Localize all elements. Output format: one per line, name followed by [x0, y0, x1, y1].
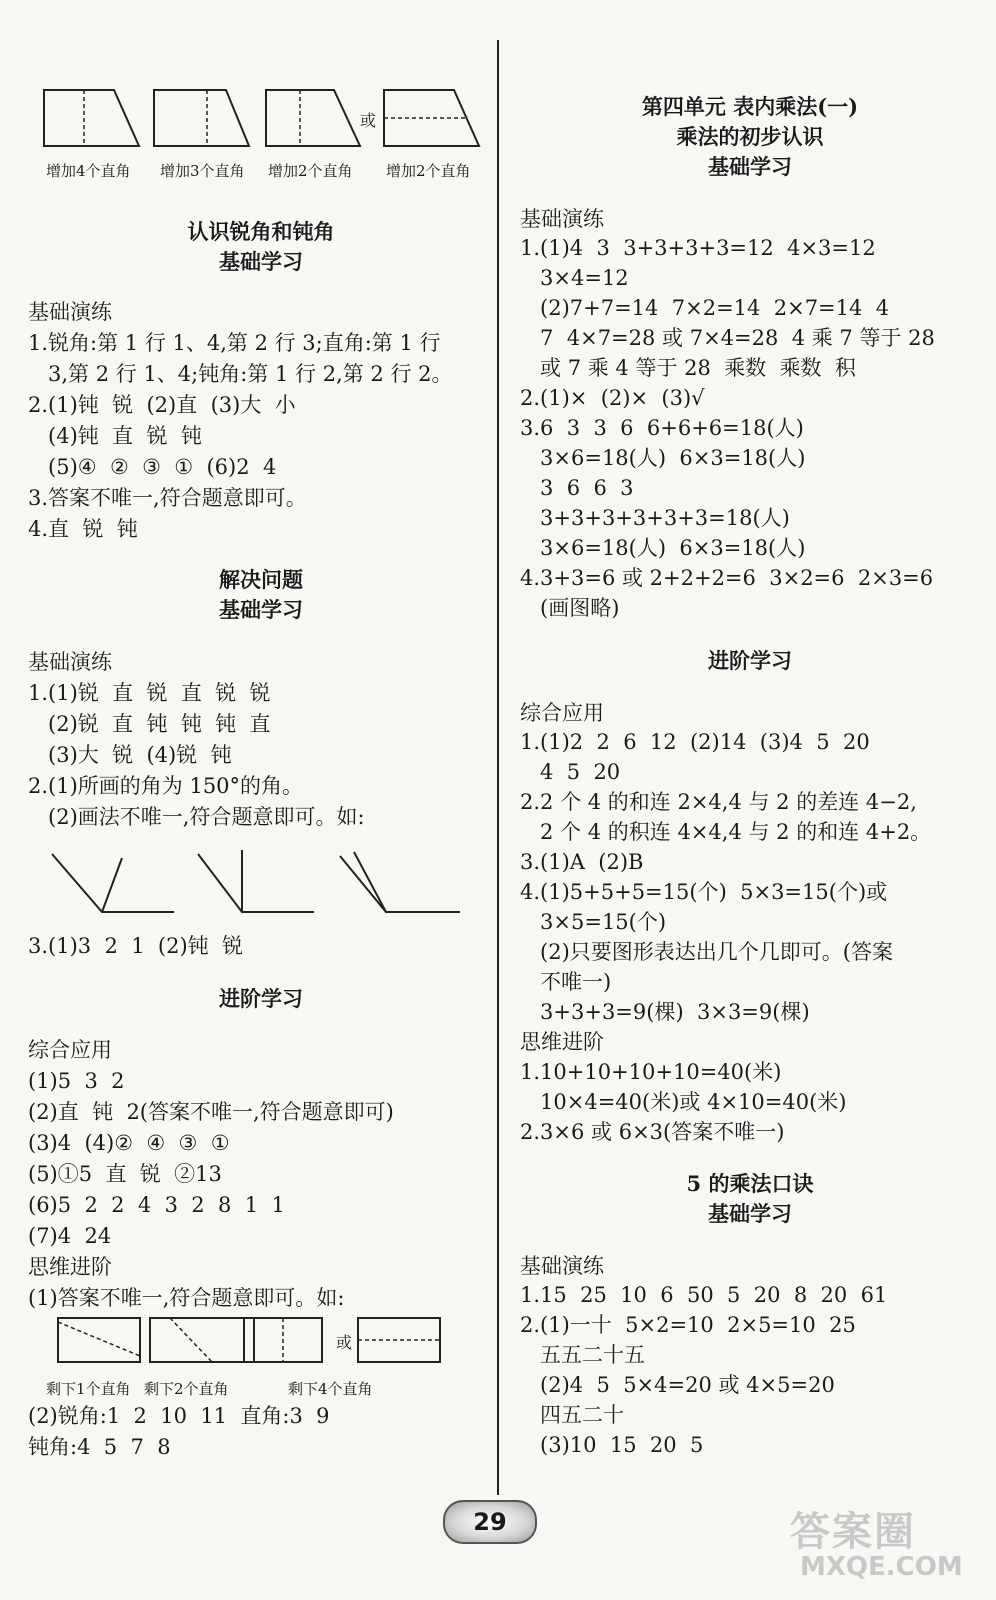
answer-line: 10×4=40(米)或 4×10=40(米) [520, 1090, 847, 1114]
rectangle-figure-3 [242, 1316, 324, 1364]
answer-line: 3.答案不唯一,符合题意即可。 [28, 486, 307, 510]
answer-line: 4.3+3=6 或 2+2+2=6 3×2=6 2×3=6 [520, 566, 934, 590]
trapezoid-figure-3 [264, 88, 364, 148]
rectangle-figure-1 [56, 1316, 142, 1364]
answer-line: 1.(1)2 2 6 12 (2)14 (3)4 5 20 [520, 730, 870, 754]
angle-figure-1 [50, 848, 180, 918]
section-heading: 基础演练 [520, 1254, 604, 1278]
answer-line: 五五二十五 [520, 1343, 646, 1367]
answer-line: 2.2 个 4 的和连 2×4,4 与 2 的差连 4−2, [520, 790, 917, 814]
answer-line: (3)4 (4)② ④ ③ ① [28, 1131, 230, 1155]
answer-line: 3+3+3+3+3+3=18(人) [520, 506, 790, 530]
answer-line: 四五二十 [520, 1403, 625, 1427]
answer-line: 3×6=18(人) 6×3=18(人) [520, 446, 806, 470]
answer-line: (5)①5 直 锐 ②13 [28, 1162, 222, 1186]
answer-line: (2)只要图形表达出几个几即可。(答案 [520, 940, 893, 964]
angle-figure-2 [196, 848, 326, 918]
section-subtitle: 基础学习 [219, 249, 303, 274]
answer-line: 3.6 3 3 6 6+6+6=18(人) [520, 416, 804, 440]
answer-line: (4)钝 直 锐 钝 [28, 424, 202, 448]
figure-caption: 增加2个直角 [386, 162, 471, 180]
or-label: 或 [336, 1333, 353, 1352]
answer-line: 3×6=18(人) 6×3=18(人) [520, 536, 806, 560]
section-heading: 思维进阶 [28, 1255, 112, 1279]
answer-line: 2.(1)一十 5×2=10 2×5=10 25 [520, 1313, 856, 1337]
angle-figure-3 [338, 848, 468, 918]
rectangle-figure-4 [356, 1316, 442, 1364]
trapezoid-figure-4 [382, 88, 482, 148]
section-heading: 思维进阶 [520, 1030, 604, 1054]
answer-line: 或 7 乘 4 等于 28 乘数 乘数 积 [520, 356, 856, 380]
figure-caption: 增加2个直角 [268, 162, 353, 180]
answer-line: (3)大 锐 (4)锐 钝 [28, 743, 232, 767]
answer-line: 3.(1)3 2 1 (2)钝 锐 [28, 934, 244, 958]
trapezoid-figure-1 [42, 88, 142, 148]
answer-line: 4 5 20 [520, 760, 621, 784]
watermark [790, 1500, 980, 1590]
section-subtitle: 基础学习 [708, 1201, 792, 1226]
figure-caption: 增加4个直角 [46, 162, 131, 180]
section-heading: 基础演练 [520, 207, 604, 231]
answer-line: 3.(1)A (2)B [520, 850, 644, 874]
answer-line: 1.(1)锐 直 锐 直 锐 锐 [28, 681, 271, 705]
answer-line: 2 个 4 的积连 4×4,4 与 2 的和连 4+2。 [520, 820, 932, 844]
answer-line: 2.(1)× (2)× (3)√ [520, 386, 705, 410]
answer-line: (1)答案不唯一,符合题意即可。如: [28, 1286, 345, 1310]
answer-line: (7)4 24 [28, 1224, 112, 1248]
rectangle-figure-2 [148, 1316, 256, 1364]
answer-line: 1.锐角:第 1 行 1、4,第 2 行 3;直角:第 1 行 [28, 331, 441, 355]
section-heading: 基础演练 [28, 650, 112, 674]
answer-line: (画图略) [520, 596, 620, 620]
answer-line: (2)直 钝 2(答案不唯一,符合题意即可) [28, 1100, 394, 1124]
answer-line: 7 4×7=28 或 7×4=28 4 乘 7 等于 28 [520, 326, 935, 350]
section-title: 乘法的初步认识 [676, 124, 824, 149]
answer-line: 钝角:4 5 7 8 [28, 1435, 171, 1459]
section-title: 进阶学习 [219, 986, 303, 1011]
answer-line: 2.(1)钝 锐 (2)直 (3)大 小 [28, 393, 296, 417]
answer-line: 3×5=15(个) [520, 910, 667, 934]
figure-caption: 剩下2个直角 [144, 1380, 229, 1398]
section-heading: 综合应用 [28, 1038, 112, 1062]
figure-caption: 剩下4个直角 [288, 1380, 373, 1398]
answer-line: 1.10+10+10+10=40(米) [520, 1060, 782, 1084]
section-title: 解决问题 [219, 567, 303, 592]
answer-line: (2)4 5 5×4=20 或 4×5=20 [520, 1373, 835, 1397]
or-label: 或 [360, 111, 377, 130]
answer-line: 3×4=12 [520, 266, 629, 290]
watermark-text: 答案圈 [790, 1509, 916, 1555]
figure-caption: 增加3个直角 [160, 162, 245, 180]
answer-line: (2)画法不唯一,符合题意即可。如: [28, 805, 365, 829]
answer-line: (2)7+7=14 7×2=14 2×7=14 4 [520, 296, 890, 320]
answer-line: 3,第 2 行 1、4;钝角:第 1 行 2,第 2 行 2。 [28, 362, 453, 386]
trapezoid-figure-2 [152, 88, 252, 148]
answer-line: (5)④ ② ③ ① (6)2 4 [28, 455, 277, 479]
answer-line: 1.(1)4 3 3+3+3+3=12 4×3=12 [520, 236, 876, 260]
section-title: 进阶学习 [708, 648, 792, 673]
answer-line: (1)5 3 2 [28, 1069, 125, 1093]
answer-line: (3)10 15 20 5 [520, 1433, 704, 1457]
section-title: 认识锐角和钝角 [187, 219, 335, 244]
answer-line: (2)锐 直 钝 钝 钝 直 [28, 712, 271, 736]
section-subtitle: 基础学习 [219, 597, 303, 622]
answer-line: 2.3×6 或 6×3(答案不唯一) [520, 1120, 785, 1144]
answer-line: 3 6 6 3 [520, 476, 634, 500]
watermark-url: MXQE.COM [800, 1552, 963, 1582]
answer-line: (2)锐角:1 2 10 11 直角:3 9 [28, 1404, 330, 1428]
figure-caption: 剩下1个直角 [46, 1380, 131, 1398]
section-heading: 基础演练 [28, 300, 112, 324]
answer-line: 3+3+3=9(棵) 3×3=9(棵) [520, 1000, 810, 1024]
answer-line: 4.直 锐 钝 [28, 517, 138, 541]
section-heading: 综合应用 [520, 701, 604, 725]
column-divider [497, 40, 499, 1495]
answer-line: 4.(1)5+5+5=15(个) 5×3=15(个)或 [520, 880, 888, 904]
answer-line: 1.15 25 10 6 50 5 20 8 20 61 [520, 1283, 888, 1307]
section-title: 5 的乘法口诀 [686, 1171, 814, 1196]
answer-line: 不唯一) [520, 970, 612, 994]
unit-title: 第四单元 表内乘法(一) [641, 94, 859, 119]
answer-line: (6)5 2 2 4 3 2 8 1 1 [28, 1193, 285, 1217]
page-number: 29 [443, 1500, 537, 1544]
answer-line: 2.(1)所画的角为 150°的角。 [28, 774, 304, 798]
section-subtitle: 基础学习 [708, 154, 792, 179]
